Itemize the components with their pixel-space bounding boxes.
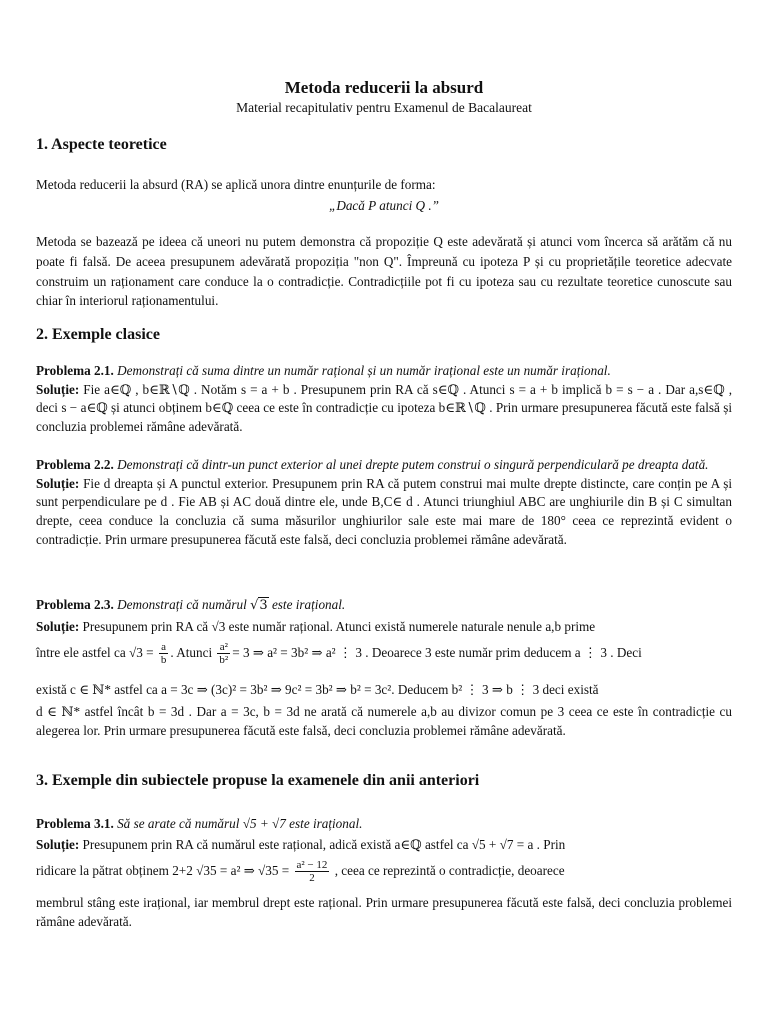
problem-3-1-label: Problema 3.1. [36, 816, 114, 831]
problem-3-1-solution-line-1 [36, 835, 732, 854]
problem-2-2-label: Problema 2.2. [36, 457, 114, 472]
problem-2-1-statement: Demonstrați că suma dintre un număr rațional și un număr irațional este un număr irațional. [117, 363, 611, 378]
fraction-a-over-b: $\frac{a}{b}$ [160, 641, 167, 667]
problem-2-3-l2-a: între ele astfel ca √3 = [36, 645, 154, 660]
document-subtitle: Material recapitulativ pentru Examenul de Bacalaureat [236, 100, 532, 115]
section-1-intro: Metoda reducerii la absurd (RA) se aplică unora dintre enunțurile de forma: [36, 177, 436, 192]
problem-2-3-statement-line [36, 596, 732, 615]
problem-2-1-label: Problema 2.1. [36, 363, 114, 378]
sqrt-3-symbol: √3 [250, 598, 268, 613]
problem-2-2-statement: Demonstrați că dintr-un punct exterior al unei drepte putem construi o singură perpendiculară pe dreapta dată. [117, 457, 709, 472]
problem-2-1-solution: Fie a∈ℚ , b∈ℝ∖ℚ . Notăm s = a + b . Presupunem prin RA că s∈ℚ . Atunci s = a + b implică b = s − a . Dar a,s∈ℚ , deci s − a∈ℚ și atunci obținem b∈ℚ ceea ce este în contradicție cu ipoteza b∈ℝ∖ℚ . Prin urmare presupunerea făcută este falsă și concluzia problemei rămâne adevărată. [36, 381, 732, 435]
problem-3-1-solution-line-3: membrul stâng este irațional, iar membrul drept este rațional. Prin urmare presupunerea făcută este falsă, deci concluzia problemei rămâne adevărată. [36, 895, 732, 930]
problem-3-1-statement: Să se arate că numărul √5 + √7 este irațional. [117, 816, 363, 831]
problem-2-3-label: Problema 2.3. [36, 597, 114, 612]
problem-2-3-solution-line-1 [36, 617, 732, 636]
problem-2-1 [36, 362, 732, 437]
problem-3-1-statement-line [36, 814, 732, 833]
document-page [36, 0, 732, 1024]
problem-2-3-l2-c: = 3 ⇒ a² = 3b² ⇒ a² ⋮ 3 . Deoarece 3 este număr prim deducem a ⋮ 3 . Deci [232, 645, 642, 660]
problem-2-3-l2-b: . Atunci [170, 645, 213, 660]
fraction-a2-minus-12-over-2: $\frac{\text{a² − 12}}{2}$ [296, 859, 328, 885]
problem-2-2 [36, 456, 732, 550]
problem-3-1-solution-line-2 [36, 858, 732, 885]
problem-3-1-l2-a: ridicare la pătrat obținem 2+2 √35 = a² ⇒ √35 = [36, 863, 290, 878]
section-1-paragraph: Metoda se bazează pe ideea că uneori nu putem demonstra că propoziție Q este adevărată și atunci vom încerca să arătăm că nu poate fi falsă. De aceea presupunem adevărată propoziția "non Q". Împreună cu ipoteza P și cu proprietățile teoretice adecvate construim un raționament care conduce la o contradicție. Contradicțiile pot fi cu ipoteza sau cu rezultate teoretice cunoscute sau chiar în interiorul raționamentului. [36, 234, 732, 309]
section-1-heading: 1. Aspecte teoretice [36, 136, 167, 153]
problem-2-3-solution-l1: Presupunem prin RA că √3 este număr rațional. Atunci există numerele naturale nenule a,b prime [82, 619, 596, 634]
problem-2-3-statement-b: este irațional. [271, 597, 346, 612]
problem-2-1-solution-label: Soluție: [36, 381, 80, 397]
problem-3-1-solution-l1: Presupunem prin RA că numărul este rațional, adică există a∈ℚ astfel ca √5 + √7 = a . Prin [82, 837, 566, 852]
problem-2-3-solution-label: Soluție: [36, 619, 80, 634]
section-1-form: „Dacă P atunci Q .” [328, 198, 440, 213]
problem-2-3-solution-line-2 [36, 640, 732, 667]
problem-2-3-statement-a: Demonstrați că numărul [117, 597, 247, 612]
problem-2-2-solution: Fie d dreapta și A punctul exterior. Presupunem prin RA că putem construi mai multe drepte distincte, care conțin pe A și sunt perpendiculare pe d . Fie AB și AC două dintre ele, unde B,C∈ d . Atunci triunghiul ABC are unghiurile din B și C simultan drepte, ceea conduce la concluzia că suma măsurilor unghiurilor sale este mai mare de 180° ceea ce reprezintă evident o contradicție. Prin urmare presupunerea făcută este falsă, deci concluzia problemei rămâne adevărată. [36, 475, 733, 547]
problem-2-3-solution-line-3: există c ∈ ℕ* astfel ca a = 3c ⇒ (3c)² = 3b² ⇒ 9c² = 3b² ⇒ b² = 3c². Deducem b² ⋮ 3 ⇒ b ⋮ 3 deci există [36, 682, 599, 697]
section-3-heading: 3. Exemple din subiectele propuse la examenele din anii anteriori [36, 772, 480, 789]
problem-2-2-solution-label: Soluție: [36, 475, 80, 491]
section-2-heading: 2. Exemple clasice [36, 326, 160, 343]
document-title: Metoda reducerii la absurd [284, 78, 484, 97]
problem-2-3-solution-line-4: d ∈ ℕ* astfel încât b = 3d . Dar a = 3c, b = 3d ne arată că numerele a,b au divizor comun pe 3 ceea ce este în contradicție cu alegerea lor. Prin urmare presupunerea făcută este falsă, deci concluzia problemei rămâne adevărată. [36, 704, 732, 739]
problem-3-1-l2-b: , ceea ce reprezintă o contradicție, deoarece [334, 863, 565, 878]
problem-3-1-solution-label: Soluție: [36, 837, 80, 852]
fraction-a2-over-b2: $\frac{\text{a²}}{\text{b²}}$ [219, 641, 229, 667]
